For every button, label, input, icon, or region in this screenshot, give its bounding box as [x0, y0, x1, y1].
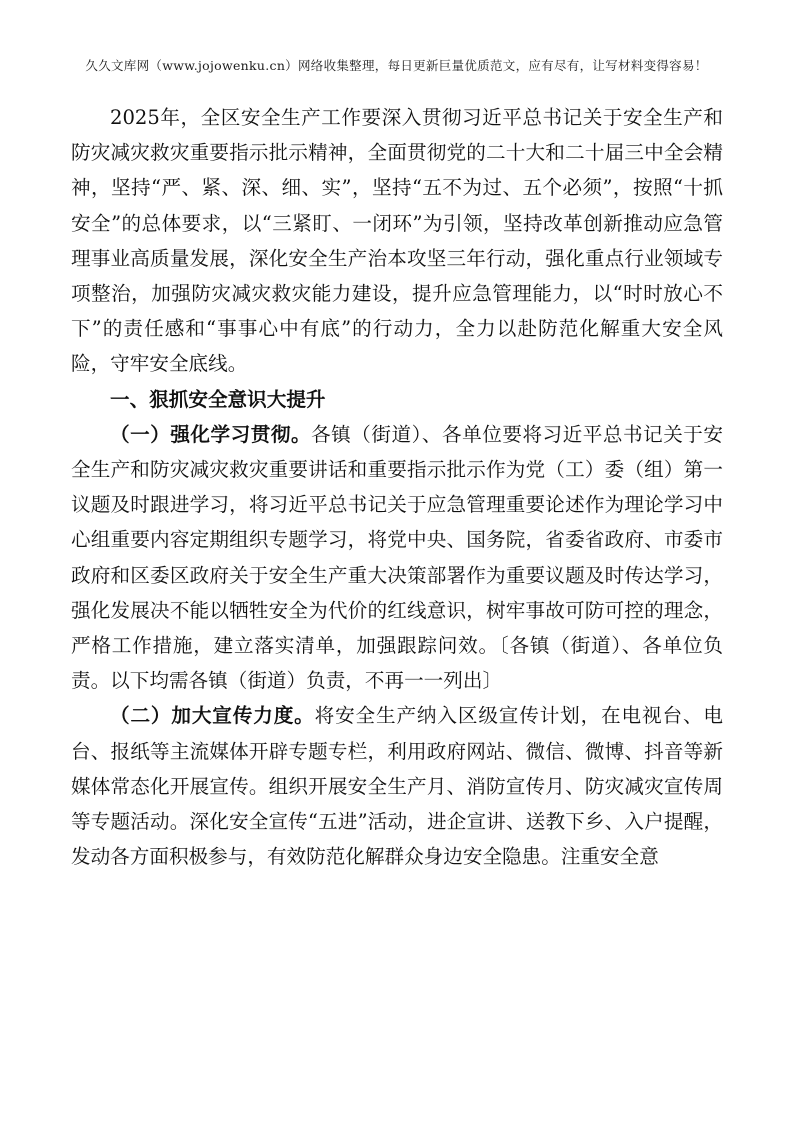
item-lead-2: （二）加大宣传力度。 [110, 704, 315, 728]
item-lead-1: （一）强化学习贯彻。 [110, 422, 312, 446]
document-body [71, 100, 723, 874]
item-text-1: 各镇（街道）、各单位要将习近平总书记关于安全生产和防灾减灾救灾重要讲话和重要指示批示作为党（工）委（组）第一议题及时跟进学习，将习近平总书记关于应急管理重要论述作为理论学习中心组重要内容定期组织专题学习，将党中央、国务院，省委省政府、市委市政府和区委区政府关于安全生产重大决策部署作为重要议题及时传达学习，强化发展决不能以牺牲安全为代价的红线意识，树牢事故可防可控的理念，严格工作措施，建立落实清单，加强跟踪问效。〔各镇（街道）、各单位负责。以下均需各镇（街道）负责，不再一一列出〕 [71, 422, 724, 693]
intro-paragraph: 2025年，全区安全生产工作要深入贯彻习近平总书记关于安全生产和防灾减灾救灾重要指示批示精神，全面贯彻党的二十大和二十届三中全会精神，坚持“严、紧、深、细、实”，坚持“五不为过、五个必须”，按照“十抓安全”的总体要求，以“三紧盯、一闭环”为引领，坚持改革创新推动应急管理事业高质量发展，深化安全生产治本攻坚三年行动，强化重点行业领域专项整治，加强防灾减灾救灾能力建设，提升应急管理能力，以“时时放心不下”的责任感和“事事心中有底”的行动力，全力以赴防范化解重大安全风险，守牢安全底线。 [71, 106, 723, 376]
item-paragraph-2 [71, 698, 723, 874]
section-heading-1: 一、狠抓安全意识大提升 [110, 387, 326, 411]
page-header-banner: 久久文库网（www.jojowenku.cn）网络收集整理，每日更新巨量优质范文，应有尽有，让写材料变得容易！ [85, 58, 708, 73]
item-paragraph-1 [71, 417, 723, 699]
item-text-2: 将安全生产纳入区级宣传计划，在电视台、电台、报纸等主流媒体开辟专题专栏，利用政府网站、微信、微博、抖音等新媒体常态化开展宣传。组织开展安全生产月、消防宣传月、防灾减灾宣传周等专题活动。深化安全宣传“五进”活动，进企宣讲、送教下乡、入户提醒，发动各方面积极参与，有效防范化解群众身边安全隐患。注重安全意 [71, 704, 724, 869]
